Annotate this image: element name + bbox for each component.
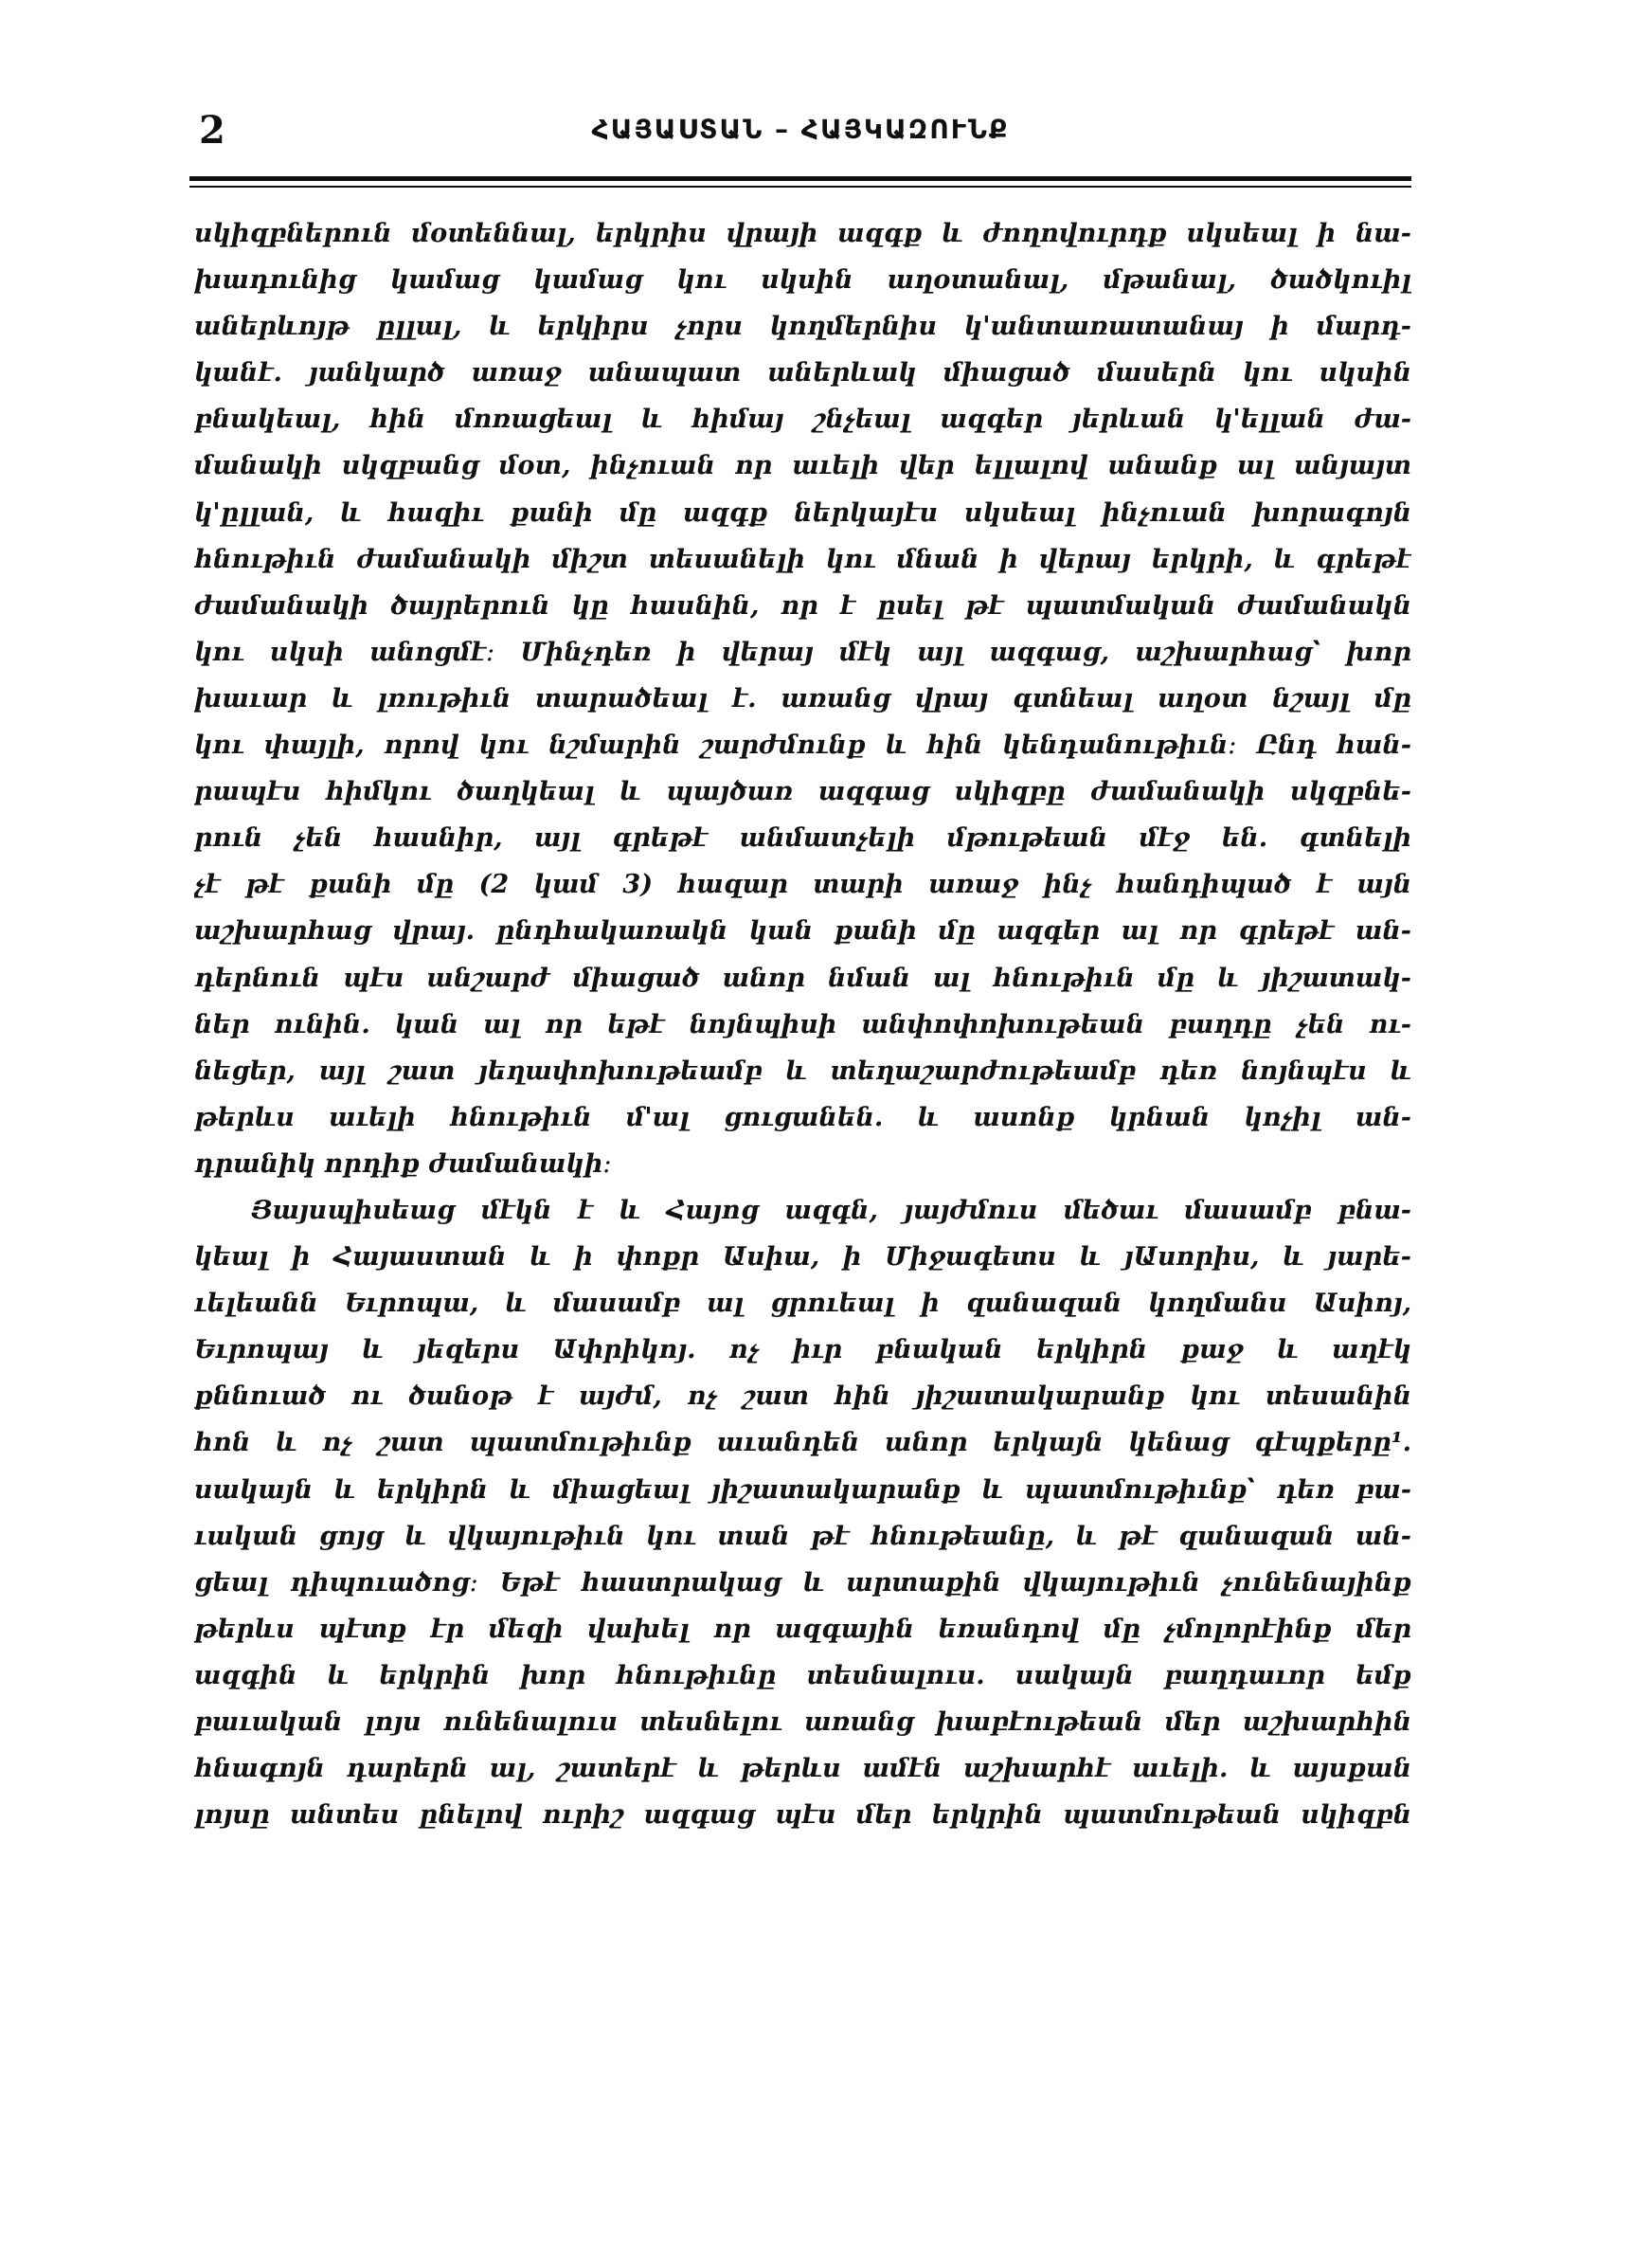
text-line: կու սկսի անոցմէ։ Մինչդեռ ի վերայ մէկ այլ ազգաց, աշխարհաց՝ խոր — [194, 637, 1411, 667]
text-line: ժամանակի ծայրերուն կը հասնին, որ է ըսել թէ պատմական ժամանակն — [194, 590, 1411, 621]
header-rule-thin — [189, 186, 1411, 188]
paragraph-end-line: դրանիկ որդիք ժամանակի։ — [194, 1148, 612, 1179]
text-line: րապէս հիմկու ծաղկեալ և պայծառ ազգաց սկիզբը ժամանակի սկզբնե- — [194, 777, 1411, 807]
text-line: ցեալ դիպուածոց։ Եթէ հաստրակաց և արտաքին վկայութիւն չունենայինք — [194, 1567, 1411, 1598]
text-line: ներ ունին. կան ալ որ եթէ նոյնպիսի անփոփոխութեան բաղդը չեն ու- — [194, 1009, 1411, 1039]
text-line: Եւրոպայ և յեզերս Ափրիկոյ. ոչ իւր բնական երկիրն քաջ և աղէկ — [194, 1335, 1411, 1365]
text-line: հոն և ոչ շատ պատմութիւնք աւանդեն անոր երկայն կենաց գէպքերը¹. — [194, 1428, 1411, 1458]
text-line: հնագոյն դարերն ալ, շատերէ և թերևս ամէն աշխարհէ աւելի. և այսքան — [194, 1754, 1411, 1784]
body-text — [194, 210, 1411, 1838]
text-line: բաւական լոյս ունենալուս տեսնելու առանց խաբէութեան մեր աշխարհին — [194, 1707, 1411, 1737]
text-line: կանէ. յանկարծ առաջ անապատ աներևակ միացած մասերն կու սկսին — [194, 358, 1411, 388]
text-line: աշխարհաց վրայ. ընդհակառակն կան քանի մը ազգեր ալ որ գրեթէ ան- — [194, 916, 1411, 947]
text-line: լոյսը անտես ընելով ուրիշ ազգաց պէս մեր երկրին պատմութեան սկիզբն — [194, 1800, 1411, 1831]
text-line: մանակի սկզբանց մօտ, ինչուան որ աւելի վեր ելլալով անանք ալ անյայտ — [194, 451, 1411, 481]
text-line: բնակեալ, հին մոռացեալ և հիմայ շնչեալ ազգեր յերևան կ'ելլան ժա- — [194, 405, 1411, 435]
text-line: դերնուն պէս անշարժ միացած անոր նման ալ հնութիւն մը և յիշատակ- — [194, 963, 1411, 993]
page-number: 2 — [199, 108, 225, 153]
text-line: քննուած ու ծանօթ է այժմ, ոչ շատ հին յիշատակարանք կու տեսանին — [194, 1381, 1411, 1412]
text-line: ազգին և երկրին խոր հնութիւնը տեսնալուս. սակայն բաղդաւոր եմք — [194, 1660, 1411, 1690]
text-line: նեցեր, այլ շատ յեղափոխութեամբ և տեղաշարժութեամբ դեռ նոյնպէս և — [194, 1056, 1411, 1086]
text-line: խադունից կամաց կամաց կու սկսին աղօտանալ, մթանալ, ծածկուիլ — [194, 265, 1411, 296]
text-line: թերևս աւելի հնութիւն մ'ալ ցուցանեն. և ասոնք կրնան կոչիլ ան- — [194, 1102, 1411, 1132]
text-line: աներևոյթ ըլլալ, և երկիրս չորս կողմերնիս կ'անտառատանայ ի մարդ- — [194, 312, 1411, 342]
text-line: հնութիւն ժամանակի միշտ տեսանելի կու մնան ի վերայ երկրի, և գրեթէ — [194, 544, 1411, 574]
paragraph-start-line: Յայսպիսեաց մէկն է և Հայոց ազգն, յայժմուս մեծաւ մասամբ բնա- — [251, 1195, 1411, 1225]
text-line: րուն չեն հասնիր, այլ գրեթէ անմատչելի մթութեան մէջ են. գտնելի — [194, 823, 1411, 854]
text-line: խաւար և լռութիւն տարածեալ է. առանց վրայ գտնեալ աղօտ նշայլ մը — [194, 683, 1411, 713]
running-title: ՀԱՅԱՍՏԱՆ – ՀԱՅԿԱԶՈՒՆՔ — [591, 114, 1010, 145]
text-line: թերևս պէտք էր մեզի վախել որ ազգային եռանդով մը չմոլորէինք մեր — [194, 1614, 1411, 1644]
page-header — [189, 102, 1411, 159]
text-line: կու փայլի, որով կու նշմարին շարժմունք և հին կենդանութիւն։ Ընդ հան- — [194, 731, 1411, 761]
text-line: ւելեանն Եւրոպա, և մասամբ ալ ցրուեալ ի զանազան կողմանս Ասիոյ, — [194, 1289, 1411, 1319]
text-line: չէ թէ քանի մը (2 կամ 3) հազար տարի առաջ ինչ հանդիպած է այն — [194, 870, 1411, 900]
text-line: ւական ցոյց և վկայութիւն կու տան թէ հնութեանը, և թէ զանազան ան- — [194, 1521, 1411, 1551]
text-line: սկիզբներուն մօտեննալ, երկրիս վրայի ազգք և ժողովուրդք սկսեալ ի նա- — [194, 219, 1411, 248]
header-rule — [189, 176, 1411, 181]
text-line: կեալ ի Հայաստան և ի փոքր Ասիա, ի Միջագետս և յԱսորիս, և յարե- — [194, 1242, 1411, 1273]
text-line: սակայն և երկիրն և միացեալ յիշատակարանք և պատմութիւնք՝ դեռ բա- — [194, 1474, 1411, 1505]
text-line: կ'ըլլան, և հազիւ քանի մը ազգք ներկայէս սկսեալ ինչուան խորագոյն — [194, 497, 1411, 528]
